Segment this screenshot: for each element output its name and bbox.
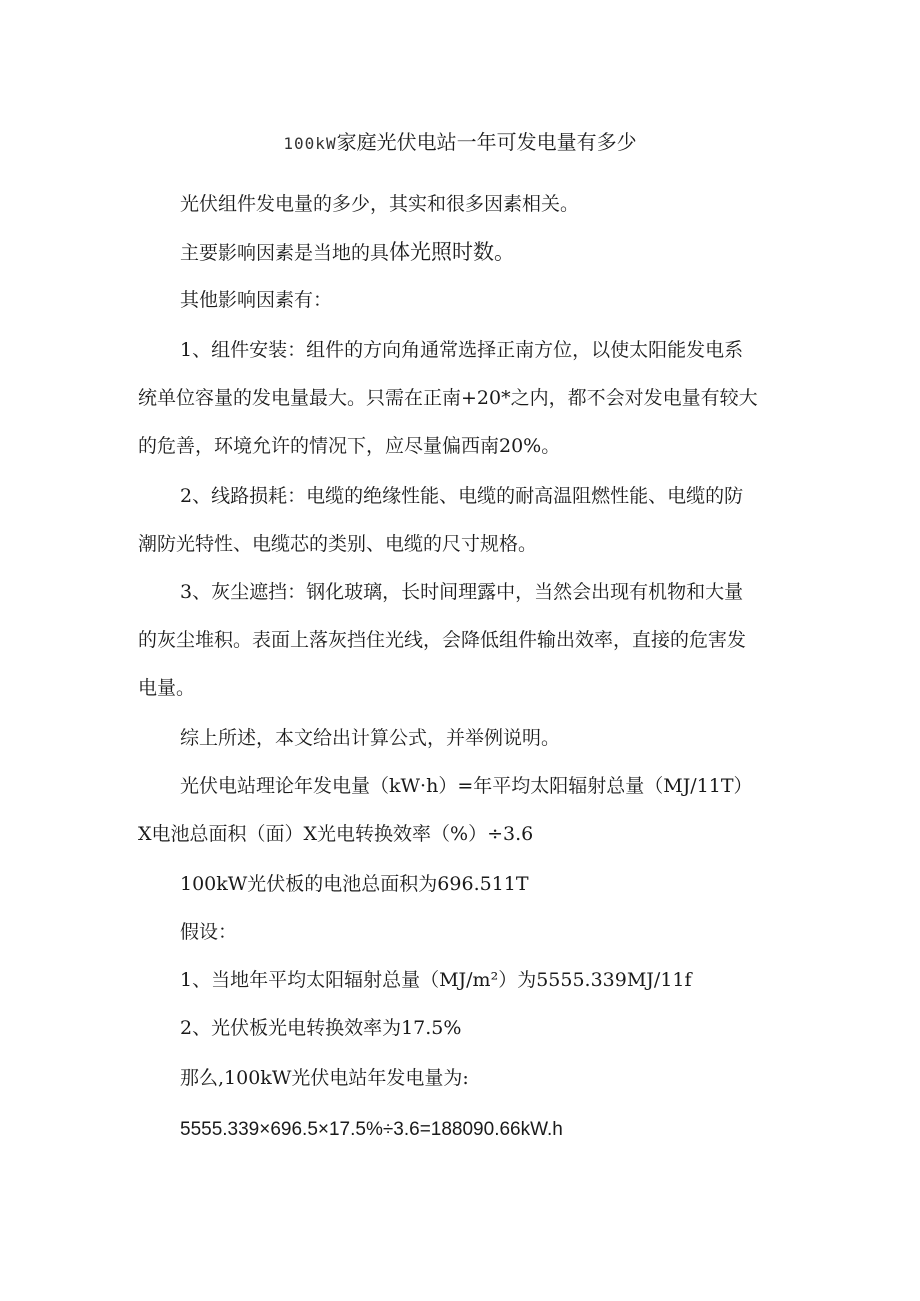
- list-item-cable-loss-line1: 2、线路损耗：电缆的绝缘性能、电缆的耐高温阻燃性能、电缆的防: [180, 485, 744, 507]
- formula-line2: X电池总面积（面）X光电转换效率（%）÷3.6: [138, 823, 534, 845]
- paragraph-summary: 综上所述，本文给出计算公式，并举例说明。: [180, 727, 561, 749]
- paragraph-other-factors: 其他影响因素有：: [180, 289, 333, 311]
- list-item-dust-line2: 的灰尘堆积。表面上落灰挡住光线，会降低组件输出效率，直接的危害发: [138, 629, 747, 651]
- document-title: [0, 126, 920, 160]
- calculation-result: 5555.339×696.5×17.5%÷3.6=188090.66kW.h: [180, 1119, 563, 1140]
- list-item-installation-line2: 统单位容量的发电量最大。只需在正南+20*之内，都不会对发电量有较大: [138, 387, 758, 409]
- list-item-cable-loss-line2: 潮防光特性、电缆芯的类别、电缆的尺寸规格。: [138, 533, 538, 555]
- paragraph-intro: 光伏组件发电量的多少，其实和很多因素相关。: [180, 193, 580, 215]
- main-factor-text: 主要影响因素是当地的具: [180, 242, 390, 264]
- assumption-radiation: 1、当地年平均太阳辐射总量（MJ∕m²）为5555.339MJ∕11f: [180, 969, 692, 991]
- list-item-installation-line3: 的危善，环境允许的情况下，应尽量偏西南20%。: [138, 435, 561, 457]
- title-latin: 100kW: [283, 134, 337, 153]
- main-factor-emphasis: 体光照时数。: [389, 240, 516, 264]
- paragraph-result-intro: 那么,100kW光伏电站年发电量为:: [180, 1067, 469, 1089]
- paragraph-panel-area: 100kW光伏板的电池总面积为696.511T: [180, 873, 529, 895]
- title-text: 家庭光伏电站一年可发电量有多少: [336, 130, 637, 154]
- assumption-efficiency: 2、光伏板光电转换效率为17.5%: [180, 1017, 462, 1039]
- paragraph-assumption: 假设：: [180, 921, 238, 943]
- list-item-dust-line3: 电量。: [138, 677, 196, 699]
- formula-line1: 光伏电站理论年发电量（kW·h）=年平均太阳辐射总量（MJ∕11T）: [180, 775, 753, 797]
- list-item-installation-line1: 1、组件安装：组件的方向角通常选择正南方位，以使太阳能发电系: [180, 339, 744, 361]
- list-item-dust-line1: 3、灰尘遮挡：钢化玻璃，长时间理露中，当然会出现有机物和大量: [180, 581, 744, 603]
- paragraph-main-factor: [138, 228, 830, 277]
